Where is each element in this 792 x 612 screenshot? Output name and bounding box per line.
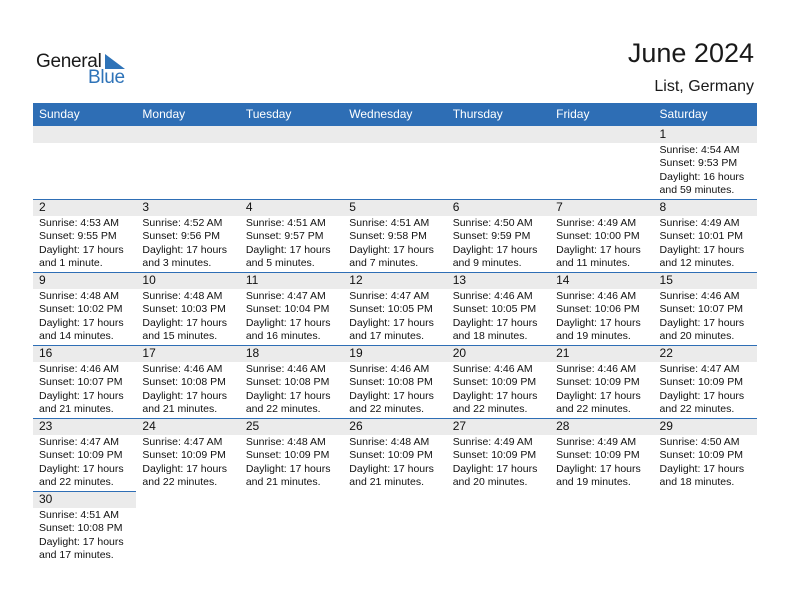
day-cell (136, 272, 239, 345)
sun-info (556, 363, 653, 416)
day-cell (447, 272, 550, 345)
daylight-hours-text: Daylight: 17 hours (39, 389, 124, 402)
sunrise-text: Sunrise: 4:48 AM (142, 290, 223, 302)
sun-info (142, 363, 239, 416)
calendar-week-row (33, 345, 757, 418)
day-number: 28 (556, 419, 570, 433)
daylight-minutes-text: and 12 minutes. (659, 256, 735, 269)
daylight-minutes-text: and 22 minutes. (39, 475, 114, 488)
day-number: 23 (39, 419, 53, 433)
week-days (33, 126, 757, 199)
daylight-hours-text: Daylight: 17 hours (556, 389, 641, 402)
sun-info (142, 217, 239, 270)
day-cell (654, 272, 757, 345)
daylight-hours-text: Daylight: 17 hours (39, 535, 124, 548)
empty-day-cell (136, 126, 239, 199)
empty-day-cell (654, 491, 757, 561)
calendar (33, 103, 757, 561)
daylight-hours-text: Daylight: 17 hours (659, 462, 745, 475)
sun-info (39, 509, 136, 562)
sunset-text: Sunset: 10:09 PM (452, 376, 537, 389)
daylight-hours-text: Daylight: 17 hours (142, 243, 228, 256)
sunrise-text: Sunrise: 4:48 AM (39, 290, 119, 302)
day-number: 9 (39, 273, 46, 287)
sun-info (453, 217, 550, 270)
day-number: 7 (556, 200, 563, 214)
sunrise-text: Sunrise: 4:51 AM (39, 509, 119, 521)
day-cell (550, 272, 653, 345)
daylight-minutes-text: and 21 minutes. (39, 402, 114, 415)
daylight-hours-text: Daylight: 17 hours (349, 389, 434, 402)
daylight-minutes-text: and 17 minutes. (39, 548, 114, 561)
sunset-text: Sunset: 10:09 PM (659, 449, 743, 462)
sunrise-text: Sunrise: 4:50 AM (452, 217, 533, 229)
day-number: 27 (452, 419, 467, 433)
sunrise-text: Sunrise: 4:46 AM (659, 290, 740, 302)
sunset-text: Sunset: 10:08 PM (142, 376, 226, 389)
day-cell (33, 199, 136, 272)
sun-info (246, 436, 343, 489)
day-cell (136, 418, 239, 491)
day-number: 19 (349, 346, 363, 360)
day-number: 18 (245, 346, 260, 360)
sunrise-text: Sunrise: 4:46 AM (556, 363, 637, 375)
sunset-text: Sunset: 9:57 PM (245, 230, 324, 243)
sunset-text: Sunset: 10:09 PM (39, 449, 123, 462)
sunrise-text: Sunrise: 4:46 AM (142, 363, 223, 375)
day-cell (33, 345, 136, 418)
day-number: 16 (39, 346, 53, 360)
day-number: 11 (245, 273, 259, 287)
day-cell (654, 345, 757, 418)
day-number: 30 (39, 492, 53, 506)
daylight-minutes-text: and 22 minutes. (556, 402, 631, 415)
day-cell (240, 345, 343, 418)
daylight-minutes-text: and 22 minutes. (349, 402, 424, 415)
daylight-hours-text: Daylight: 16 hours (659, 170, 745, 183)
day-cell (343, 199, 446, 272)
sunset-text: Sunset: 10:02 PM (39, 303, 123, 316)
daylight-minutes-text: and 11 minutes. (556, 256, 631, 269)
daylight-hours-text: Daylight: 17 hours (452, 389, 538, 402)
daylight-hours-text: Daylight: 17 hours (39, 243, 124, 256)
weekday-monday: Monday (142, 107, 186, 121)
sunrise-text: Sunrise: 4:47 AM (39, 436, 119, 448)
daylight-minutes-text: and 1 minute. (39, 256, 103, 269)
sun-info (453, 363, 550, 416)
day-cell (33, 418, 136, 491)
daylight-minutes-text: and 3 minutes. (142, 256, 212, 269)
sunrise-text: Sunrise: 4:47 AM (142, 436, 223, 448)
day-cell (240, 418, 343, 491)
day-number: 4 (245, 200, 253, 214)
week-days (33, 491, 757, 561)
day-number: 13 (452, 273, 467, 287)
day-number: 15 (659, 273, 673, 287)
day-cell (136, 199, 239, 272)
daylight-hours-text: Daylight: 17 hours (556, 462, 641, 475)
empty-day-cell (136, 491, 239, 561)
daylight-minutes-text: and 59 minutes. (659, 183, 735, 196)
daylight-hours-text: Daylight: 17 hours (39, 462, 124, 475)
daylight-hours-text: Daylight: 17 hours (349, 462, 434, 475)
empty-day-cell (33, 126, 136, 199)
sunset-text: Sunset: 10:09 PM (659, 376, 743, 389)
sunset-text: Sunset: 10:08 PM (245, 376, 330, 389)
daylight-hours-text: Daylight: 17 hours (556, 243, 641, 256)
sunset-text: Sunset: 10:07 PM (39, 376, 123, 389)
sunset-text: Sunset: 9:58 PM (349, 230, 427, 243)
daylight-minutes-text: and 20 minutes. (659, 329, 735, 342)
sunrise-text: Sunrise: 4:50 AM (659, 436, 740, 448)
sunrise-text: Sunrise: 4:46 AM (245, 363, 326, 375)
sun-info (453, 290, 550, 343)
sunrise-text: Sunrise: 4:46 AM (452, 363, 533, 375)
calendar-week-row (33, 199, 757, 272)
daylight-minutes-text: and 5 minutes. (245, 256, 315, 269)
sunset-text: Sunset: 10:03 PM (142, 303, 226, 316)
daylight-hours-text: Daylight: 17 hours (142, 462, 228, 475)
daylight-minutes-text: and 21 minutes. (349, 475, 424, 488)
week-days (33, 199, 757, 272)
sun-info (39, 217, 136, 270)
empty-day-cell (550, 126, 653, 199)
day-cell (654, 126, 757, 199)
sunset-text: Sunset: 9:56 PM (142, 230, 221, 243)
empty-day-cell (447, 491, 550, 561)
sunrise-text: Sunrise: 4:49 AM (659, 217, 740, 229)
empty-day-cell (550, 491, 653, 561)
daylight-minutes-text: and 21 minutes. (245, 475, 321, 488)
daylight-hours-text: Daylight: 17 hours (245, 243, 331, 256)
day-number: 25 (245, 419, 260, 433)
logo-text-blue: Blue (88, 67, 125, 88)
daylight-minutes-text: and 19 minutes. (556, 475, 631, 488)
page-title: June 2024 (627, 38, 754, 68)
sunset-text: Sunset: 10:05 PM (452, 303, 537, 316)
day-cell (654, 418, 757, 491)
day-number: 8 (659, 200, 667, 214)
daylight-minutes-text: and 16 minutes. (245, 329, 321, 342)
daylight-hours-text: Daylight: 17 hours (452, 462, 538, 475)
sunset-text: Sunset: 10:07 PM (659, 303, 743, 316)
sunrise-text: Sunrise: 4:46 AM (349, 363, 430, 375)
sun-info (142, 436, 239, 489)
sun-info (246, 290, 343, 343)
sunset-text: Sunset: 10:09 PM (556, 449, 640, 462)
sunset-text: Sunset: 10:04 PM (245, 303, 330, 316)
week-days (33, 418, 757, 491)
daylight-minutes-text: and 22 minutes. (142, 475, 218, 488)
sunrise-text: Sunrise: 4:53 AM (39, 217, 119, 229)
day-cell (447, 418, 550, 491)
daylight-minutes-text: and 22 minutes. (659, 402, 735, 415)
day-cell (550, 418, 653, 491)
sunset-text: Sunset: 10:08 PM (349, 376, 433, 389)
weekday-tuesday: Tuesday (245, 107, 292, 121)
weekday-friday: Friday (556, 107, 590, 121)
sun-info (660, 144, 757, 197)
sun-info (349, 363, 446, 416)
sun-info (39, 290, 136, 343)
sun-info (142, 290, 239, 343)
week-days (33, 272, 757, 345)
day-cell (33, 491, 136, 561)
day-number: 20 (452, 346, 467, 360)
daylight-hours-text: Daylight: 17 hours (556, 316, 641, 329)
sunrise-text: Sunrise: 4:47 AM (245, 290, 326, 302)
empty-day-cell (240, 491, 343, 561)
sunset-text: Sunset: 10:09 PM (452, 449, 537, 462)
sun-info (349, 436, 446, 489)
day-cell (343, 272, 446, 345)
sun-info (246, 363, 343, 416)
sun-info (556, 290, 653, 343)
day-cell (136, 345, 239, 418)
sun-info (660, 436, 757, 489)
daylight-hours-text: Daylight: 17 hours (245, 316, 331, 329)
day-cell (550, 199, 653, 272)
day-number: 21 (556, 346, 570, 360)
sunset-text: Sunset: 9:59 PM (452, 230, 531, 243)
day-cell (550, 345, 653, 418)
sun-info (349, 290, 446, 343)
sunrise-text: Sunrise: 4:47 AM (349, 290, 430, 302)
daylight-minutes-text: and 21 minutes. (142, 402, 218, 415)
sun-info (39, 436, 136, 489)
daylight-minutes-text: and 18 minutes. (659, 475, 735, 488)
sunrise-text: Sunrise: 4:46 AM (39, 363, 119, 375)
calendar-week-row (33, 418, 757, 491)
daylight-hours-text: Daylight: 17 hours (659, 389, 745, 402)
sunset-text: Sunset: 10:09 PM (142, 449, 226, 462)
sun-info (660, 217, 757, 270)
sunset-text: Sunset: 10:00 PM (556, 230, 640, 243)
daylight-minutes-text: and 20 minutes. (452, 475, 528, 488)
day-cell (447, 199, 550, 272)
sun-info (39, 363, 136, 416)
calendar-week-row (33, 272, 757, 345)
daylight-minutes-text: and 19 minutes. (556, 329, 631, 342)
empty-day-cell (240, 126, 343, 199)
sunrise-text: Sunrise: 4:49 AM (556, 217, 637, 229)
weekday-wednesday: Wednesday (349, 107, 413, 121)
sun-info (556, 217, 653, 270)
sunset-text: Sunset: 10:08 PM (39, 522, 123, 535)
daylight-hours-text: Daylight: 17 hours (659, 243, 745, 256)
sunrise-text: Sunrise: 4:48 AM (245, 436, 326, 448)
daylight-hours-text: Daylight: 17 hours (245, 462, 331, 475)
day-cell (240, 272, 343, 345)
sunset-text: Sunset: 10:09 PM (349, 449, 433, 462)
sunrise-text: Sunrise: 4:46 AM (452, 290, 533, 302)
daylight-minutes-text: and 7 minutes. (349, 256, 419, 269)
calendar-week-row (33, 491, 757, 561)
day-number: 6 (452, 200, 460, 214)
daylight-minutes-text: and 17 minutes. (349, 329, 424, 342)
day-cell (240, 199, 343, 272)
weekday-header (33, 103, 757, 126)
empty-day-cell (343, 491, 446, 561)
daylight-minutes-text: and 18 minutes. (452, 329, 528, 342)
sunrise-text: Sunrise: 4:51 AM (349, 217, 430, 229)
sunrise-text: Sunrise: 4:48 AM (349, 436, 430, 448)
sun-info (246, 217, 343, 270)
sunset-text: Sunset: 10:05 PM (349, 303, 433, 316)
sunrise-text: Sunrise: 4:51 AM (245, 217, 326, 229)
sun-info (349, 217, 446, 270)
sunset-text: Sunset: 10:01 PM (659, 230, 743, 243)
logo-text-general: General (36, 51, 102, 72)
sunrise-text: Sunrise: 4:49 AM (452, 436, 533, 448)
day-cell (447, 345, 550, 418)
daylight-hours-text: Daylight: 17 hours (452, 316, 538, 329)
daylight-minutes-text: and 9 minutes. (452, 256, 522, 269)
weekday-sunday: Sunday (39, 107, 80, 121)
daylight-minutes-text: and 15 minutes. (142, 329, 218, 342)
sun-info (660, 290, 757, 343)
daylight-hours-text: Daylight: 17 hours (452, 243, 538, 256)
sunrise-text: Sunrise: 4:47 AM (659, 363, 740, 375)
daylight-hours-text: Daylight: 17 hours (349, 243, 434, 256)
week-days (33, 345, 757, 418)
day-number: 2 (39, 200, 46, 214)
daylight-hours-text: Daylight: 17 hours (142, 316, 228, 329)
sun-info (556, 436, 653, 489)
sunrise-text: Sunrise: 4:46 AM (556, 290, 637, 302)
day-cell (343, 418, 446, 491)
daylight-hours-text: Daylight: 17 hours (245, 389, 331, 402)
day-number: 3 (142, 200, 150, 214)
location-subtitle: List, Germany (654, 78, 754, 95)
day-number: 26 (349, 419, 363, 433)
day-cell (654, 199, 757, 272)
daylight-minutes-text: and 22 minutes. (452, 402, 528, 415)
daylight-minutes-text: and 14 minutes. (39, 329, 114, 342)
daylight-minutes-text: and 22 minutes. (245, 402, 321, 415)
sun-info (453, 436, 550, 489)
day-number: 29 (659, 419, 673, 433)
day-number: 10 (142, 273, 156, 287)
day-number: 24 (142, 419, 156, 433)
logo (36, 50, 136, 90)
sun-info (660, 363, 757, 416)
weekday-thursday: Thursday (452, 107, 503, 121)
empty-day-cell (447, 126, 550, 199)
day-cell (33, 272, 136, 345)
sunset-text: Sunset: 10:09 PM (245, 449, 330, 462)
calendar-weeks (33, 126, 757, 561)
daylight-hours-text: Daylight: 17 hours (39, 316, 124, 329)
calendar-week-row (33, 126, 757, 199)
day-number: 17 (142, 346, 156, 360)
sunrise-text: Sunrise: 4:54 AM (659, 144, 740, 156)
sunset-text: Sunset: 9:55 PM (39, 230, 117, 243)
sunrise-text: Sunrise: 4:49 AM (556, 436, 637, 448)
day-number: 14 (556, 273, 570, 287)
weekday-saturday: Saturday (659, 107, 708, 121)
empty-day-cell (343, 126, 446, 199)
daylight-hours-text: Daylight: 17 hours (349, 316, 434, 329)
sunset-text: Sunset: 10:09 PM (556, 376, 640, 389)
day-number: 1 (659, 127, 667, 141)
daylight-hours-text: Daylight: 17 hours (142, 389, 228, 402)
daylight-hours-text: Daylight: 17 hours (659, 316, 745, 329)
day-number: 5 (349, 200, 356, 214)
day-cell (343, 345, 446, 418)
sunset-text: Sunset: 9:53 PM (659, 157, 738, 170)
day-number: 12 (349, 273, 363, 287)
sunset-text: Sunset: 10:06 PM (556, 303, 640, 316)
day-number: 22 (659, 346, 673, 360)
sunrise-text: Sunrise: 4:52 AM (142, 217, 223, 229)
